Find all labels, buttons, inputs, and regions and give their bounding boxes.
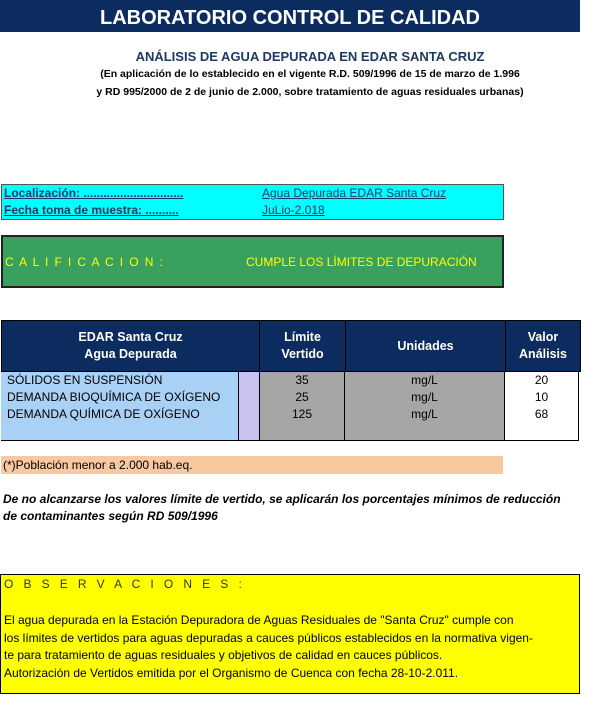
results-table-header [1, 320, 581, 372]
observations-text [4, 612, 579, 682]
observations-line-4: Autorización de Vertidos emitida por el Organismo de Cuenca con fecha 28-10-2.011. [4, 665, 459, 680]
value-cell: 10 [505, 389, 579, 406]
reduction-note [3, 491, 611, 525]
parameter-cell: DEMANDA QUÍMICA DE OXÍGENO [1, 406, 239, 423]
value-cell [505, 423, 579, 440]
legal-reference-line-2: y RD 995/2000 de 2 de junio de 2.000, sobre tratamiento de aguas residuales urbanas) [96, 86, 524, 98]
table-row-empty [1, 423, 579, 441]
unit-cell: mg/L [345, 406, 505, 423]
observations-title: O B S E R V A C I O N E S : [4, 577, 246, 591]
observations-line-2: los límites de vertidos para aguas depuradas a cauces públicos establecidos en la normativa vigen- [4, 630, 533, 645]
table-row [1, 406, 579, 424]
observations-line-1: El agua depurada en la Estación Depuradora de Aguas Residuales de "Santa Cruz" cumple con [4, 613, 514, 627]
unit-cell: mg/L [345, 372, 505, 389]
value-cell: 68 [505, 406, 579, 423]
parameter-cell: DEMANDA BIOQUÍMICA DE OXÍGENO [1, 389, 239, 406]
parameter-cell-pad [239, 372, 259, 389]
parameter-cell-pad [239, 389, 259, 406]
table-row [1, 389, 579, 407]
header-plant-line1: EDAR Santa Cruz [78, 330, 183, 344]
header-limit-line1: Límite [284, 330, 321, 344]
limit-cell: 35 [259, 372, 345, 389]
header-value [506, 321, 580, 371]
header-plant-line2: Agua Depurada [84, 347, 177, 361]
location-label: Localización: .............................. [4, 186, 184, 200]
parameter-cell: SÓLIDOS EN SUSPENSIÓN [1, 372, 239, 389]
sample-date-value: JuLio-2.018 [262, 203, 325, 217]
limit-cell: 25 [259, 389, 345, 406]
qualification-value: CUMPLE LOS LÍMITES DE DEPURACIÓN [246, 255, 477, 269]
qualification-box [1, 235, 504, 288]
table-row [1, 372, 579, 390]
report-title: LABORATORIO CONTROL DE CALIDAD [0, 0, 580, 32]
observations-line-3: te para tratamiento de aguas residuales y objetivos de calidad en cauces públicos. [4, 648, 443, 662]
qualification-label: C A L I F I C A C I O N : [5, 255, 165, 269]
header-units-text: Unidades [397, 338, 454, 353]
report-subtitle: ANÁLISIS DE AGUA DEPURADA EN EDAR SANTA CRUZ [135, 49, 485, 64]
header-units [346, 321, 506, 371]
value-cell: 20 [505, 372, 579, 389]
header-limit [260, 321, 346, 371]
limit-cell: 125 [259, 406, 345, 423]
reduction-note-line-2: de contaminantes según RD 509/1996 [3, 509, 218, 523]
population-note: (*)Población menor a 2.000 hab.eq. [1, 456, 503, 474]
unit-cell: mg/L [345, 389, 505, 406]
header-plant [2, 321, 260, 371]
unit-cell [345, 423, 505, 440]
parameter-cell-pad [239, 406, 259, 423]
header-limit-line2: Vertido [281, 347, 324, 361]
location-value: Agua Depurada EDAR Santa Cruz [262, 186, 447, 200]
sample-info-box [1, 184, 504, 220]
header-value-line2: Análisis [519, 347, 567, 361]
parameter-cell [1, 423, 239, 440]
parameter-cell-pad [239, 423, 259, 440]
sample-date-label: Fecha toma de muestra: .......... [4, 203, 179, 217]
legal-reference-line-1: (En aplicación de lo establecido en el vigente R.D. 509/1996 de 15 de marzo de 1.996 [100, 68, 520, 80]
limit-cell [259, 423, 345, 440]
header-value-line1: Valor [527, 330, 559, 344]
observations-box [0, 574, 580, 694]
reduction-note-line-1: De no alcanzarse los valores límite de vertido, se aplicarán los porcentajes mínimos de reducción [3, 492, 561, 506]
